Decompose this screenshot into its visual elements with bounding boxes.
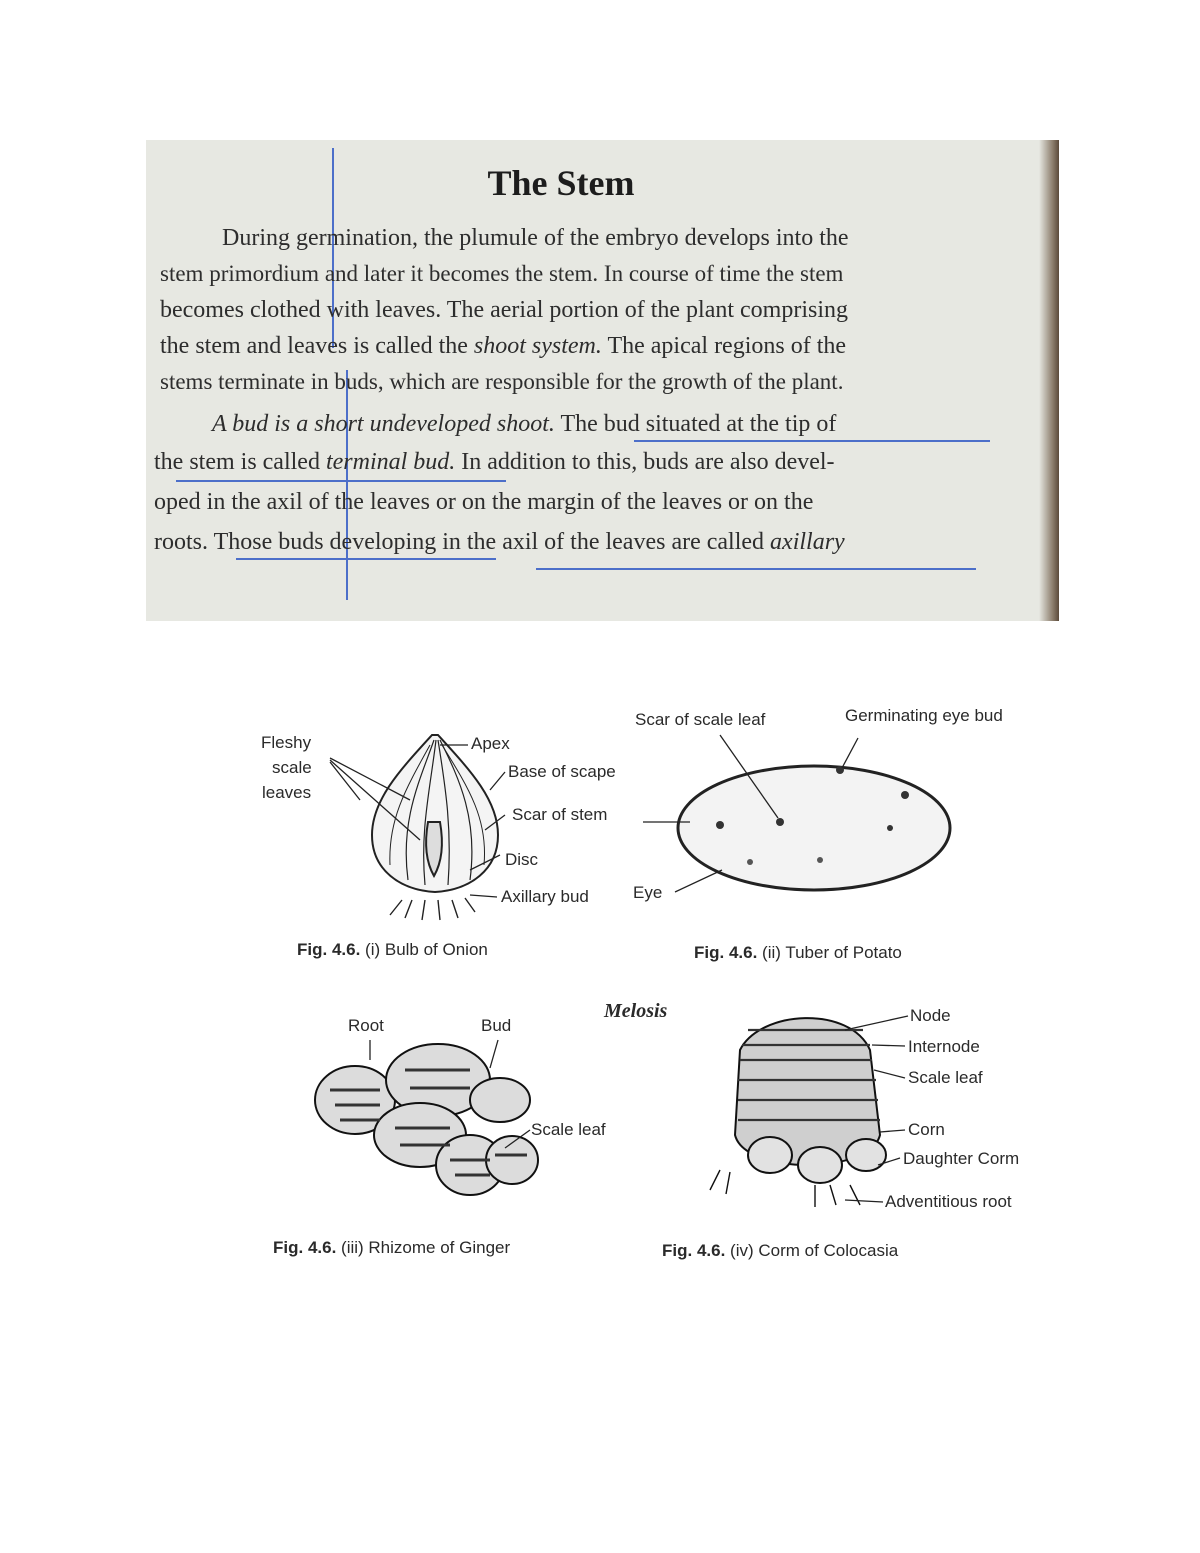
label-bud: Bud xyxy=(481,1016,512,1035)
term-terminal-bud: terminal bud. xyxy=(325,449,456,475)
section-title: The Stem xyxy=(487,163,635,203)
label-root: Root xyxy=(348,1016,384,1035)
label-germinating-eye-bud: Germinating eye bud xyxy=(845,706,1003,725)
label-scale-leaf: Scale leaf xyxy=(531,1120,606,1139)
label-base-of-scape: Base of scape xyxy=(508,762,616,781)
text-run: the stem and leaves is called the xyxy=(160,333,468,359)
label-scale-leaf-corm: Scale leaf xyxy=(908,1068,983,1087)
caption-ginger: Fig. 4.6. (iii) Rhizome of Ginger xyxy=(273,1238,511,1257)
label-eye: Eye xyxy=(633,883,663,902)
text-run: The apical regions of the xyxy=(601,333,847,359)
term-axillary: axillary xyxy=(770,529,845,555)
label-daughter-corm: Daughter Corm xyxy=(903,1149,1020,1168)
paragraph-line: During germination, the plumule of the embryo develops into the xyxy=(222,225,849,251)
handwritten-note: Melosis xyxy=(604,1000,668,1022)
label-axillary-bud: Axillary bud xyxy=(501,887,589,906)
label-leaves: leaves xyxy=(262,783,312,802)
label-scar-of-stem: Scar of stem xyxy=(512,805,608,824)
onion-bulb-drawing xyxy=(372,735,498,920)
label-apex: Apex xyxy=(471,734,510,753)
term-shoot-system: shoot system. xyxy=(473,333,602,359)
label-node: Node xyxy=(910,1006,951,1025)
paragraph-line: becomes clothed with leaves. The aerial portion of the plant comprising xyxy=(160,297,849,323)
paragraph-line: stems terminate in buds, which are responsible for the growth of the plant. xyxy=(160,369,844,394)
text-run: The bud situated at the tip of xyxy=(554,411,837,437)
bud-definition: A bud is a short undeveloped shoot. xyxy=(212,411,555,437)
label-internode: Internode xyxy=(908,1037,980,1056)
text-run: roots. Those buds developing in the axil of the leaves are called xyxy=(154,529,765,555)
paragraph-line: stem primordium and later it becomes the stem. In course of time the stem xyxy=(160,261,844,286)
paragraph-line: oped in the axil of the leaves or on the margin of the leaves or on the xyxy=(154,489,814,515)
ginger-rhizome-drawing xyxy=(315,1044,538,1195)
label-disc: Disc xyxy=(505,850,539,869)
label-corn: Corn xyxy=(908,1120,945,1139)
text-run: In addition to this, buds are also devel- xyxy=(455,449,835,475)
label-scar-of-scale-leaf: Scar of scale leaf xyxy=(635,710,766,729)
label-fleshy: Fleshy xyxy=(261,733,312,752)
text-run: the stem is called xyxy=(154,449,320,475)
label-adventitious-root: Adventitious root xyxy=(885,1192,1012,1211)
caption-onion: Fig. 4.6. (i) Bulb of Onion xyxy=(297,940,488,959)
colocasia-corm-drawing xyxy=(710,1018,886,1207)
caption-potato: Fig. 4.6. (ii) Tuber of Potato xyxy=(694,943,902,962)
caption-colocasia: Fig. 4.6. (iv) Corm of Colocasia xyxy=(662,1241,899,1260)
label-scale: scale xyxy=(272,758,312,777)
